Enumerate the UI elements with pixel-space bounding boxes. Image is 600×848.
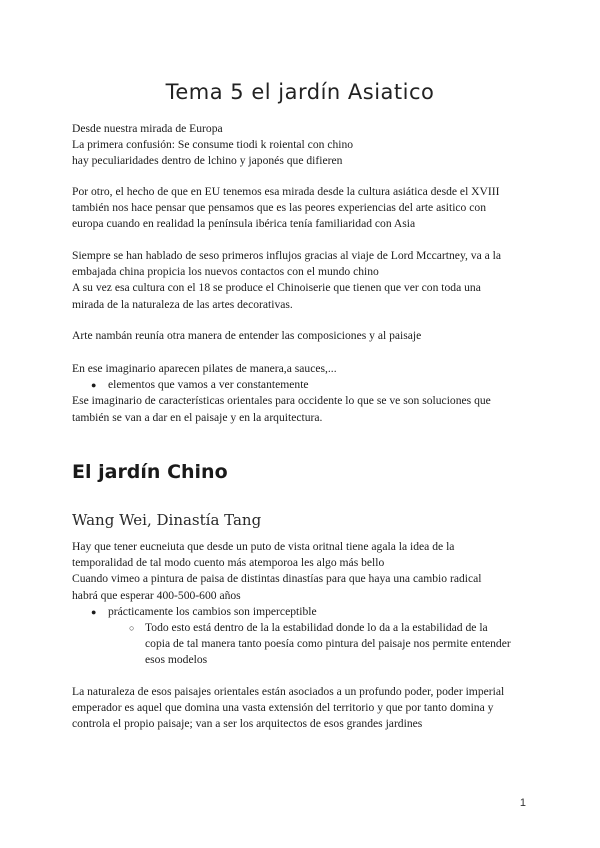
sub-list-item-text bbox=[72, 620, 532, 669]
section-subheading: Wang Wei, Dinastía Tang bbox=[72, 511, 262, 529]
text-line: Cuando vimeo a pintura de paisa de distintas dinastías para que haya una cambio radical bbox=[72, 572, 482, 586]
paragraph-namban bbox=[72, 328, 532, 344]
text-line: mirada de la naturaleza de las artes decorativas. bbox=[72, 297, 293, 311]
text-line: Todo esto está dentro de la la estabilidad donde lo da a la estabilidad de la bbox=[145, 621, 488, 635]
text-line: Siempre se han hablado de seso primeros influjos gracias al viaje de Lord Mccartney, va a la bbox=[72, 249, 502, 262]
text-line: europa cuando en realidad la península ibérica tenía familiaridad con Asia bbox=[72, 217, 416, 231]
text-line: emperador es aquel que domina una vasta extensión del territorio y que por tanto domina y bbox=[72, 701, 494, 715]
text-line: hay peculiaridades dentro de lchino y japonés que difieren bbox=[72, 154, 343, 168]
list-item bbox=[72, 604, 532, 620]
page-number: 1 bbox=[519, 797, 526, 809]
text-line: La naturaleza de esos paisajes orientales están asociados a un profundo poder, poder imperial bbox=[72, 685, 505, 698]
text-line: esos modelos bbox=[145, 653, 208, 667]
paragraph-intro bbox=[72, 121, 532, 170]
sub-list-item bbox=[72, 620, 532, 669]
text-line: Por otro, el hecho de que en EU tenemos esa mirada desde la cultura asiática desde el XVIII bbox=[72, 185, 500, 198]
section-heading: El jardín Chino bbox=[72, 461, 228, 483]
list-item bbox=[72, 377, 532, 393]
text-line: Ese imaginario de características orientales para occidente lo que se ve son soluciones que bbox=[72, 394, 491, 408]
paragraph-poder bbox=[72, 684, 532, 733]
text-line: embajada china propicia los nuevos contactos con el mundo chino bbox=[72, 265, 379, 279]
list-item-text: prácticamente los cambios son imperceptible bbox=[108, 604, 317, 618]
paragraph-eu-view bbox=[72, 184, 532, 233]
bullet-icon: ● bbox=[91, 380, 97, 391]
document-title: Tema 5 el jardín Asiatico bbox=[165, 80, 435, 104]
text-line: copia de tal manera tanto poesía como pintura del paisaje nos permite entender bbox=[145, 637, 511, 651]
list-item-text: elementos que vamos a ver constantemente bbox=[108, 378, 309, 392]
paragraph-mccartney bbox=[72, 248, 532, 313]
text-line: Arte nambán reunía otra manera de entender las composiciones y al paisaje bbox=[72, 329, 422, 342]
text-line: también nos hace pensar que pensamos que es las peores experiencias del arte asitico con bbox=[72, 201, 486, 215]
paragraph-imaginario bbox=[72, 361, 532, 426]
bullet-icon: ● bbox=[91, 606, 97, 617]
text-line: habrá que esperar 400-500-600 años bbox=[72, 588, 241, 602]
text-line: controla el propio paisaje; van a ser los arquitectos de esos grandes jardines bbox=[72, 717, 423, 731]
paragraph-temporalidad bbox=[72, 539, 532, 669]
text-line: temporalidad de tal modo cuento más atemporoa les algo más bello bbox=[72, 556, 385, 570]
text-line: A su vez esa cultura con el 18 se produce el Chinoiserie que tienen que ver con toda una bbox=[72, 281, 481, 295]
text-line: también se van a dar en el paisaje y en la arquitectura. bbox=[72, 410, 323, 424]
text-line: La primera confusión: Se consume tiodi k roiental con chino bbox=[72, 138, 354, 152]
text-line: Hay que tener eucneiuta que desde un puto de vista oritnal tiene agala la idea de la bbox=[72, 540, 455, 553]
hollow-bullet-icon: ○ bbox=[129, 623, 135, 634]
text-line: Desde nuestra mirada de Europa bbox=[72, 122, 223, 135]
text-line: En ese imaginario aparecen pilates de manera,a sauces,... bbox=[72, 362, 337, 375]
